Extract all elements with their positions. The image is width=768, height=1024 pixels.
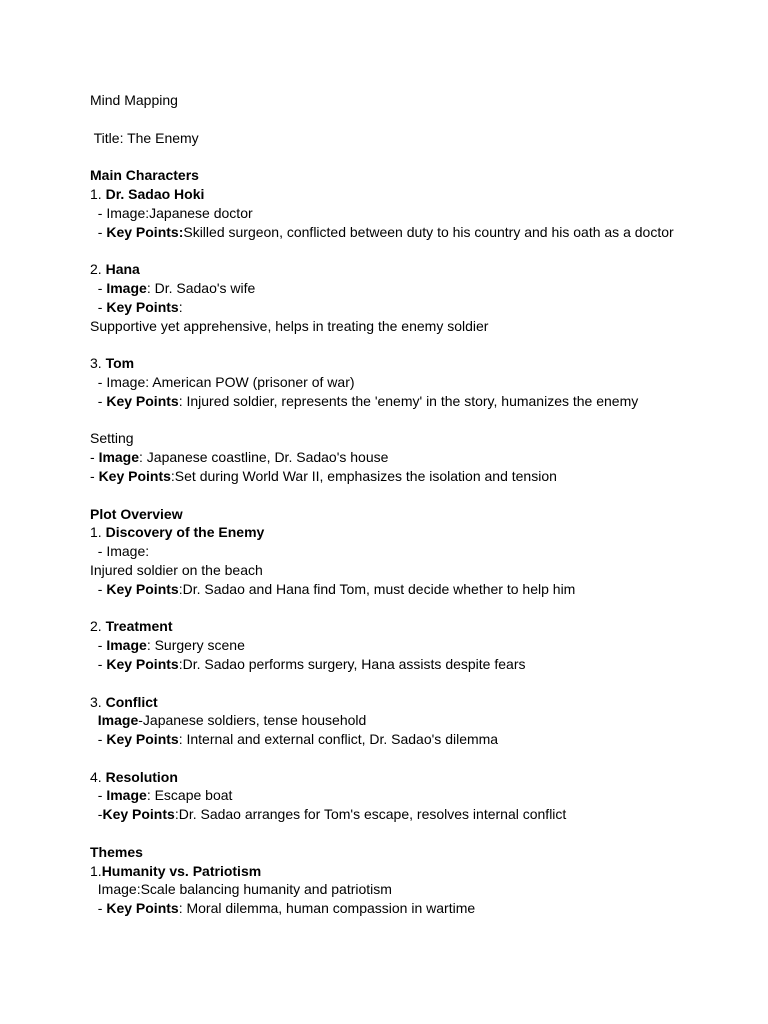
plot-3-header	[90, 693, 760, 712]
image-label: Image	[106, 637, 147, 654]
character-name: Hana	[105, 261, 140, 278]
title-line: Title: The Enemy	[90, 129, 199, 146]
key-points-label: Key Points	[98, 467, 171, 484]
character-1-image: - Image:Japanese doctor	[90, 204, 253, 221]
image-text: : Surgery scene	[146, 637, 245, 654]
bullet-prefix: -	[90, 580, 107, 597]
setting-key-points	[90, 467, 760, 486]
plot-point-name: Treatment	[105, 618, 173, 635]
blank-line	[90, 599, 760, 618]
image-label: Image	[98, 449, 140, 466]
key-points-text: : Injured soldier, represents the 'enemy' in the story, humanizes the enemy	[178, 392, 639, 409]
list-number: 4.	[90, 768, 106, 785]
key-points-label: Key Points	[106, 731, 179, 748]
plot-1-image-continued: Injured soldier on the beach	[90, 561, 263, 578]
plot-1-key-points	[90, 580, 760, 599]
image-label: Image	[106, 787, 147, 804]
blank-line	[90, 749, 760, 768]
image-text: -Japanese soldiers, tense household	[138, 712, 367, 729]
plot-4-header	[90, 768, 760, 787]
section-heading-themes	[90, 843, 760, 862]
bullet-prefix: -	[90, 298, 107, 315]
key-points-text: : Moral dilemma, human compassion in wartime	[178, 900, 476, 917]
theme-name: Humanity vs. Patriotism	[101, 862, 262, 879]
plot-2-image	[90, 636, 760, 655]
key-points-text: :	[178, 298, 183, 315]
character-3-image: - Image: American POW (prisoner of war)	[90, 373, 355, 390]
bullet-prefix: -	[90, 392, 107, 409]
key-points-label: Key Points:	[106, 223, 184, 240]
character-2-header	[90, 260, 760, 279]
document-body	[90, 91, 760, 918]
plot-3-key-points	[90, 730, 760, 749]
key-points-text: :Set during World War II, emphasizes the isolation and tension	[170, 467, 557, 484]
section-heading-setting: Setting	[90, 430, 134, 447]
blank-line	[90, 241, 760, 260]
character-name: Tom	[105, 355, 135, 372]
section-heading-characters	[90, 166, 760, 185]
bullet-prefix: -	[90, 655, 107, 672]
blank-line	[90, 110, 760, 129]
character-1-key-points	[90, 223, 760, 242]
key-points-label: Key Points	[106, 580, 179, 597]
document-heading: Mind Mapping	[90, 92, 178, 108]
plot-3-image	[90, 711, 760, 730]
key-points-text: Skilled surgeon, conflicted between duty to his country and his oath as a doctor	[183, 223, 674, 240]
image-text: : Escape boat	[146, 787, 233, 804]
bullet-prefix: -	[90, 787, 107, 804]
theme-1-image: Image:Scale balancing humanity and patriotism	[90, 881, 392, 898]
blank-line	[90, 824, 760, 843]
key-points-text: : Internal and external conflict, Dr. Sadao's dilemma	[178, 731, 499, 748]
bullet-prefix: -	[90, 637, 107, 654]
bullet-prefix	[90, 712, 98, 728]
section-heading-plot	[90, 505, 760, 524]
plot-point-name: Conflict	[105, 693, 158, 710]
section-heading-text: Themes	[90, 843, 143, 860]
key-points-text: :Dr. Sadao and Hana find Tom, must decide whether to help him	[178, 580, 576, 597]
image-label: Image	[97, 712, 139, 729]
key-points-label: Key Points	[106, 655, 179, 672]
plot-1-header	[90, 523, 760, 542]
blank-line	[90, 674, 760, 693]
character-name: Dr. Sadao Hoki	[105, 185, 205, 202]
list-number: 1.	[90, 185, 106, 202]
section-heading-text: Main Characters	[90, 167, 199, 184]
image-text: : Dr. Sadao's wife	[146, 279, 256, 296]
list-number: 1.	[90, 862, 102, 879]
key-points-label: Key Points	[102, 806, 175, 823]
key-points-label: Key Points	[106, 900, 179, 917]
plot-point-name: Discovery of the Enemy	[105, 524, 265, 541]
bullet-prefix: -	[90, 449, 99, 466]
plot-2-header	[90, 617, 760, 636]
theme-1-header	[90, 862, 760, 881]
plot-4-key-points	[90, 805, 760, 824]
key-points-label: Key Points	[106, 298, 179, 315]
character-2-key-points	[90, 298, 760, 317]
list-number: 3.	[90, 355, 106, 372]
bullet-prefix: -	[90, 806, 103, 823]
plot-1-image: - Image:	[90, 543, 150, 560]
blank-line	[90, 411, 760, 430]
plot-4-image	[90, 786, 760, 805]
blank-line	[90, 486, 760, 505]
bullet-prefix: -	[90, 900, 107, 917]
blank-line	[90, 335, 760, 354]
character-2-image	[90, 279, 760, 298]
image-label: Image	[106, 279, 147, 296]
key-points-label: Key Points	[106, 392, 179, 409]
bullet-prefix: -	[90, 279, 107, 296]
blank-line	[90, 147, 760, 166]
section-heading-text: Plot Overview	[90, 505, 183, 522]
character-1-header	[90, 185, 760, 204]
setting-image	[90, 448, 760, 467]
key-points-text: :Dr. Sadao arranges for Tom's escape, resolves internal conflict	[174, 806, 567, 823]
bullet-prefix: -	[90, 223, 107, 240]
character-2-key-points-continued: Supportive yet apprehensive, helps in treating the enemy soldier	[90, 317, 489, 334]
list-number: 2.	[90, 618, 106, 635]
list-number: 1.	[90, 524, 106, 541]
image-text: : Japanese coastline, Dr. Sadao's house	[139, 449, 389, 466]
bullet-prefix: -	[90, 467, 99, 484]
bullet-prefix: -	[90, 731, 107, 748]
theme-1-key-points	[90, 899, 760, 918]
list-number: 2.	[90, 261, 106, 278]
key-points-text: :Dr. Sadao performs surgery, Hana assists despite fears	[178, 655, 526, 672]
character-3-key-points	[90, 392, 760, 411]
character-3-header	[90, 354, 760, 373]
list-number: 3.	[90, 693, 106, 710]
plot-2-key-points	[90, 655, 760, 674]
plot-point-name: Resolution	[105, 768, 178, 785]
